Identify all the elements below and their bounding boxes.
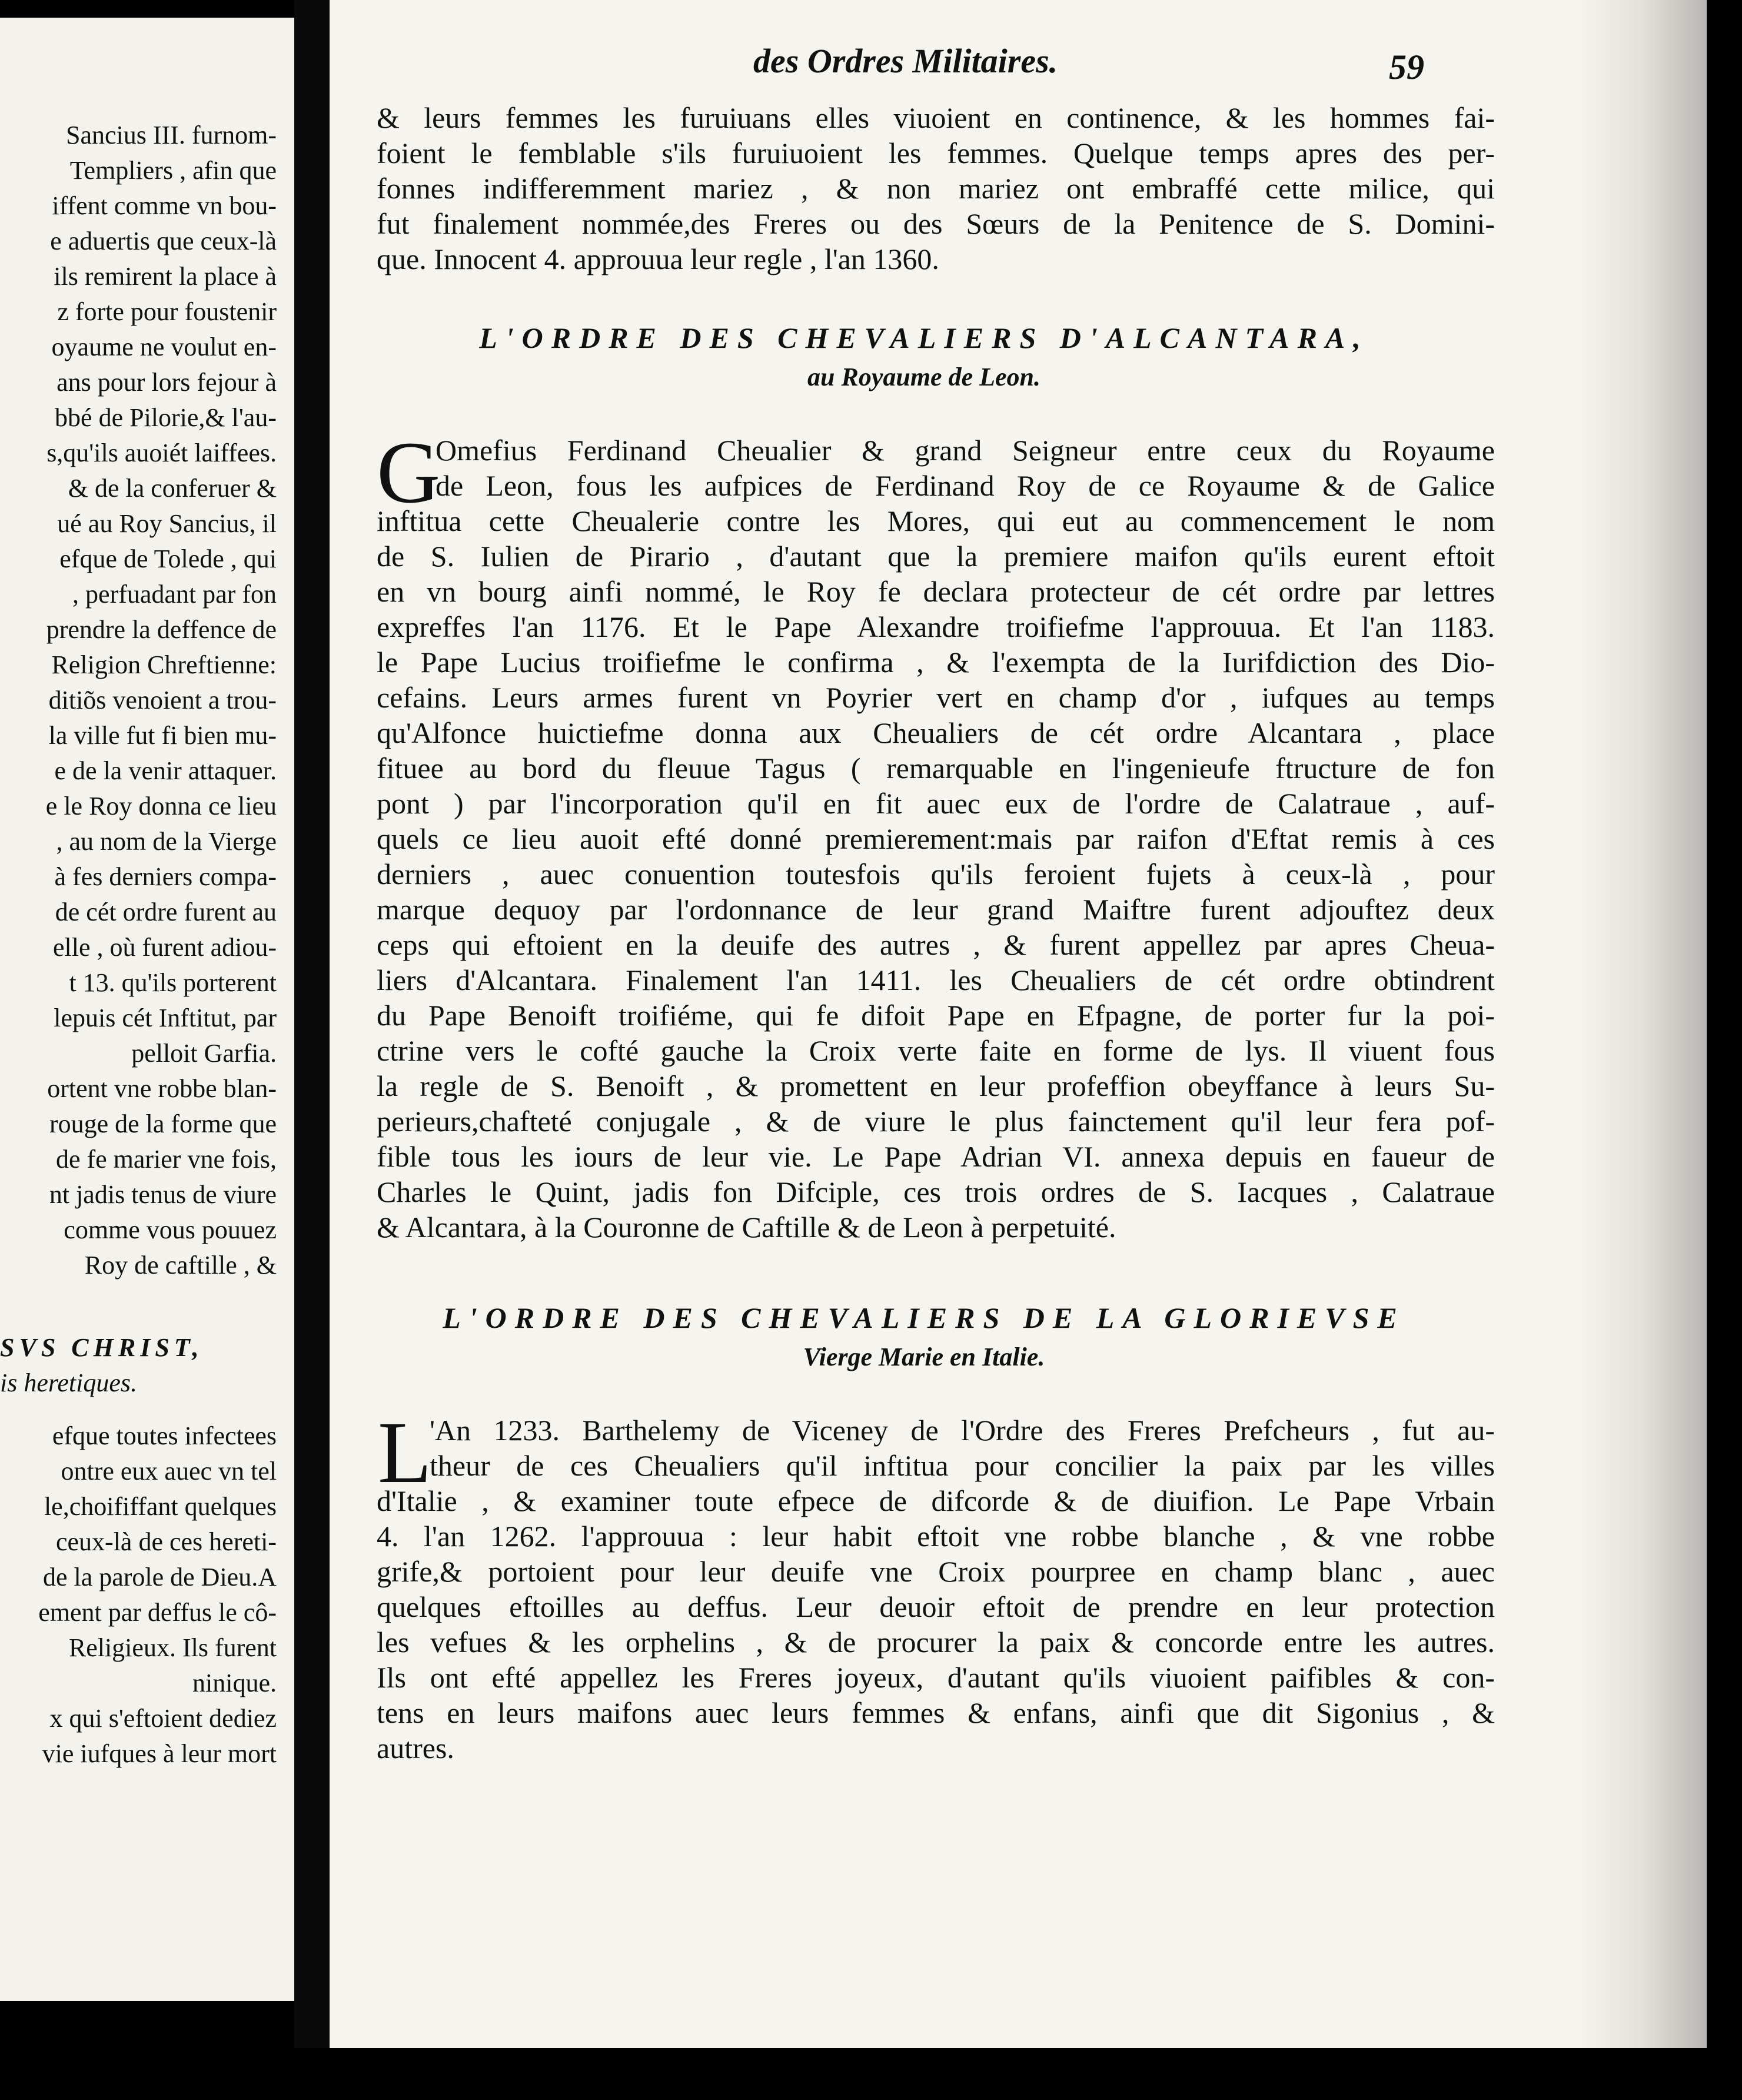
left-text-line: z forte pour foustenir xyxy=(57,297,277,326)
text-line: perieurs,chafteté conjugale , & de viure le plus fainctement qu'il leur fera pof- xyxy=(377,1105,1495,1138)
left-text-line: ditiõs venoient a trou- xyxy=(48,686,277,715)
text-line: marque dequoy par l'ordonnance de leur grand Maiftre furent adjouftez deux xyxy=(377,893,1495,926)
text-line: qu'Alfonce huictiefme donna aux Cheualiers de cét ordre Alcantara , place xyxy=(377,716,1495,749)
left-text-line: Religion Chreftienne: xyxy=(51,650,277,679)
text-line: expreffes l'an 1176. Et le Pape Alexandre troifiefme l'approuua. Et l'an 1183. xyxy=(377,610,1495,643)
left-heading: SVS CHRIST, xyxy=(0,1333,204,1362)
section-subtitle-alcantara: au Royaume de Leon. xyxy=(807,363,1040,391)
left-text-line: , au nom de la Vierge xyxy=(56,827,277,856)
text-line: liers d'Alcantara. Finalement l'an 1411. les Cheualiers de cét ordre obtindrent xyxy=(377,963,1495,996)
left-text-line: Religieux. Ils furent xyxy=(68,1633,277,1662)
left-text-line: ans pour lors fejour à xyxy=(56,368,277,397)
left-text-line: & de la conferuer & xyxy=(68,474,277,503)
text-line: cefains. Leurs armes furent vn Poyrier vert en champ d'or , iufques au temps xyxy=(377,681,1495,714)
left-text-line: e de la venir attaquer. xyxy=(54,756,277,785)
text-line: fible tous les iours de leur vie. Le Pape Adrian VI. annexa depuis en faueur de xyxy=(377,1140,1495,1173)
text-line: Charles le Quint, jadis fon Difciple, ces trois ordres de S. Iacques , Calatraue xyxy=(377,1175,1495,1208)
text-line: pont ) par l'incorporation qu'il en fit auec eux de l'ordre de Calatraue , auf- xyxy=(377,787,1495,820)
left-text-line: le,choififfant quelques xyxy=(44,1492,277,1521)
left-text-line: Templiers , afin que xyxy=(69,156,277,185)
section-title-glorieuse: L'ORDRE DES CHEVALIERS DE LA GLORIEVSE xyxy=(443,1301,1405,1334)
left-text-line: rouge de la forme que xyxy=(49,1109,277,1138)
left-text-line: de fe marier vne fois, xyxy=(55,1145,277,1174)
left-text-line: ontre eux auec vn tel xyxy=(61,1457,277,1486)
page-edge-shadow xyxy=(1577,0,1707,2048)
alcantara-paragraph xyxy=(377,424,1495,1245)
intro-paragraph xyxy=(377,100,1495,277)
left-text-line: ement par deffus le cô- xyxy=(38,1598,277,1627)
left-text-line: nt jadis tenus de viure xyxy=(49,1180,277,1209)
text-line: 'An 1233. Barthelemy de Viceney de l'Ordre des Freres Prefcheurs , fut au- xyxy=(430,1414,1495,1447)
text-line: quels ce lieu auoit efté donné premierement:mais par raifon d'Eftat remis à ces xyxy=(377,822,1495,855)
left-text-line: de la parole de Dieu.A xyxy=(42,1563,277,1591)
left-heading-sub: is heretiques. xyxy=(0,1368,137,1397)
left-text-line: ceux-là de ces hereti- xyxy=(56,1527,277,1556)
left-text-line: iffent comme vn bou- xyxy=(52,191,277,220)
text-line: & Alcantara, à la Couronne de Caftille & de Leon à perpetuité. xyxy=(377,1211,1116,1244)
text-line: que. Innocent 4. approuua leur regle , l'an 1360. xyxy=(377,242,939,275)
text-line: grife,& portoient pour leur deuife vne Croix pourpree en champ blanc , auec xyxy=(377,1555,1495,1588)
dropcap-alcantara: G xyxy=(377,424,441,521)
left-text-line: t 13. qu'ils porterent xyxy=(69,968,277,997)
text-line: theur de ces Cheualiers qu'il inftitua pour concilier la paix par les villes xyxy=(430,1449,1495,1482)
text-line: 4. l'an 1262. l'approuua : leur habit eftoit vne robbe blanche , & vne robbe xyxy=(377,1520,1495,1553)
left-text-line: ortent vne robbe blan- xyxy=(47,1074,277,1103)
scan-bottom-edge xyxy=(0,2048,1742,2100)
left-text-line: ninique. xyxy=(192,1669,277,1697)
section-title-alcantara: L'ORDRE DES CHEVALIERS D'ALCANTARA, xyxy=(479,321,1369,354)
left-text-line: ué au Roy Sancius, il xyxy=(57,509,277,538)
right-page xyxy=(330,0,1707,2048)
glorieuse-paragraph xyxy=(377,1404,1495,1766)
running-head: des Ordres Militaires. xyxy=(753,42,1058,80)
text-line: Ils ont efté appellez les Freres joyeux, d'autant qu'ils viuoient paifibles & con- xyxy=(377,1661,1495,1694)
text-line: la regle de S. Benoift , & promettent en leur profeffion obeyffance à leurs Su- xyxy=(377,1069,1495,1102)
left-text-line: ils remirent la place à xyxy=(54,262,277,291)
left-text-line: prendre la deffence de xyxy=(46,615,277,644)
text-line: inftitua cette Cheualerie contre les Mores, qui eut au commencement le nom xyxy=(377,504,1495,537)
text-line: les vefues & les orphelins , & de procurer la paix & concorde entre les autres. xyxy=(377,1626,1495,1659)
left-page xyxy=(0,18,294,2001)
left-text-line: elle , où furent adiou- xyxy=(53,933,277,962)
text-line: tens en leurs maifons auec leurs femmes & enfans, ainfi que dit Sigonius , & xyxy=(377,1696,1495,1729)
text-line: & leurs femmes les furuiuans elles viuoient en continence, & les hommes fai- xyxy=(377,101,1495,134)
left-text-line: Roy de caftille , & xyxy=(84,1251,277,1280)
left-text-line: de cét ordre furent au xyxy=(55,898,277,926)
text-line: d'Italie , & examiner toute efpece de difcorde & de diuifion. Le Pape Vrbain xyxy=(377,1484,1495,1517)
left-text-line: lepuis cét Inftitut, par xyxy=(54,1004,277,1032)
text-line: autres. xyxy=(377,1732,454,1765)
left-text-line: vie iufques à leur mort xyxy=(42,1739,277,1768)
text-line: du Pape Benoift troifiéme, qui fe difoit Pape en Efpagne, de porter fur la poi- xyxy=(377,999,1495,1032)
text-line: le Pape Lucius troifiefme le confirma , & l'exempta de la Iurifdiction des Dio- xyxy=(377,646,1495,679)
left-text-line: efque de Tolede , qui xyxy=(59,544,277,573)
left-text-line: à fes derniers compa- xyxy=(54,862,277,891)
text-line: Omefius Ferdinand Cheualier & grand Seigneur entre ceux du Royaume xyxy=(436,434,1495,467)
left-text-line: Sancius III. furnom- xyxy=(65,121,277,149)
section-subtitle-glorieuse: Vierge Marie en Italie. xyxy=(803,1343,1045,1371)
left-text-line: oyaume ne voulut en- xyxy=(51,333,277,361)
text-line: de S. Iulien de Pirario , d'autant que la premiere maifon qu'ils eurent eftoit xyxy=(377,540,1495,573)
dropcap-glorieuse: L xyxy=(378,1404,432,1501)
text-line: ceps qui eftoient en la deuife des autres , & furent appellez par apres Cheua- xyxy=(377,928,1495,961)
left-text-line: e le Roy donna ce lieu xyxy=(45,792,277,820)
text-line: fonnes indifferemment mariez , & non mariez ont embraffé cette milice, qui xyxy=(377,172,1495,205)
text-line: de Leon, fous les aufpices de Ferdinand Roy de ce Royaume & de Galice xyxy=(436,469,1495,502)
text-line: quelques eftoilles au deffus. Leur deuoir eftoit de prendre en leur protection xyxy=(377,1590,1495,1623)
text-line: fituee au bord du fleuue Tagus ( remarquable en l'ingenieufe ftructure de fon xyxy=(377,752,1495,785)
left-text-line: s,qu'ils auoiét laiffees. xyxy=(46,438,277,467)
text-line: derniers , auec conuention toutesfois qu'ils feroient fujets à ceux-là , pour xyxy=(377,858,1495,890)
text-line: ctrine vers le cofté gauche la Croix verte faite en forme de lys. Il viuent fous xyxy=(377,1034,1495,1067)
book-gutter xyxy=(294,0,330,2100)
page-number: 59 xyxy=(1389,48,1424,87)
left-text-line: bbé de Pilorie,& l'au- xyxy=(55,403,277,432)
left-text-line: comme vous pouuez xyxy=(64,1215,277,1244)
left-text-line: efque toutes infectees xyxy=(52,1421,277,1450)
left-text-line: e aduertis que ceux-là xyxy=(50,227,277,255)
left-text-line: , perfuadant par fon xyxy=(72,580,277,609)
left-text-line: pelloit Garfia. xyxy=(131,1039,277,1068)
text-line: en vn bourg ainfi nommé, le Roy fe declara protecteur de cét ordre par lettres xyxy=(377,575,1495,608)
left-text-line: la ville fut fi bien mu- xyxy=(48,721,277,750)
text-line: fut finalement nommée,des Freres ou des Sœurs de la Penitence de S. Domini- xyxy=(377,207,1495,240)
text-line: foient le femblable s'ils furuiuoient les femmes. Quelque temps apres des per- xyxy=(377,137,1495,170)
left-text-line: x qui s'eftoient dediez xyxy=(49,1704,277,1733)
